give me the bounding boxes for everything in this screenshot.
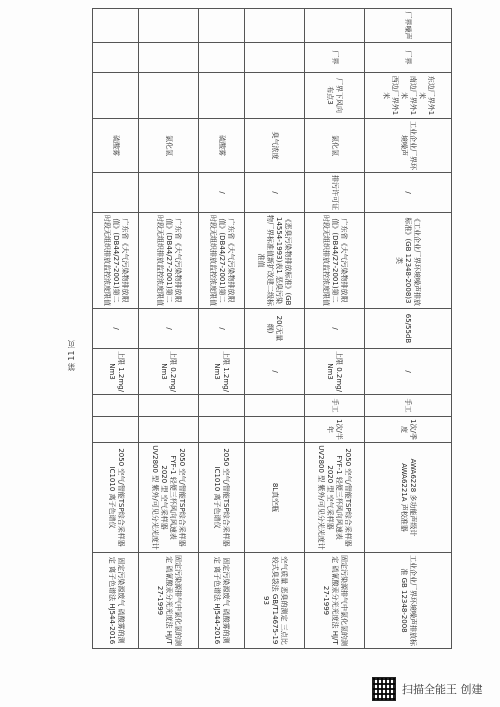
- table-cell-c3: 厂界下风向布点3: [304, 73, 364, 119]
- table-cell-c8: 上限 1.2mg/Nm3: [93, 349, 139, 395]
- watermark-text: 扫描全能王 创建: [402, 683, 483, 696]
- table-cell-c11: 2050 空气/智能TSP综合采样器 FYF-1 轻便三杯风向风速表 2020 型 空气采样器 UV2800 型 紫外/可见分光光度计: [139, 443, 199, 553]
- table-cell-c10: [198, 417, 244, 443]
- table-cell-c7: 65/55dB: [364, 309, 451, 349]
- table-cell-c9: [244, 395, 304, 417]
- table-cell-c10: [244, 417, 304, 443]
- rotated-table-wrapper: [92, 8, 452, 648]
- table-cell-c1: [244, 9, 304, 43]
- table-cell-c6: 广东省《大气污染物排放限值》(DB44/27-2001)第二时段无组织排放监控浓度限值: [139, 213, 199, 309]
- table-cell-c6: 广东省《大气污染物排放限值》(DB44/27-2001)第二时段无组织排放监控浓度限值: [93, 213, 139, 309]
- table-cell-c9: [198, 395, 244, 417]
- table-cell-c12: 工业企业厂界环境噪声排放标准 GB 12348-2008: [364, 553, 451, 649]
- table-cell-c2: 厂界: [304, 43, 364, 73]
- table-row: [139, 9, 199, 649]
- table-cell-c6: 《恶臭污染物排放标准》(GB 14554-1993)表1 恶臭污染物厂界标准值新扩改建二级标准值: [244, 213, 304, 309]
- table-cell-c5: [93, 173, 139, 213]
- table-cell-c10: [139, 417, 199, 443]
- table-row: [304, 9, 364, 649]
- table-cell-c9: 手工: [304, 395, 364, 417]
- table-cell-c7: /: [139, 309, 199, 349]
- table-cell-c5: /: [244, 173, 304, 213]
- table-cell-c4: 氯化氢: [304, 119, 364, 173]
- qr-code-icon: [372, 677, 396, 701]
- table-body: [93, 9, 452, 649]
- monitoring-table: [92, 8, 452, 649]
- table-row: [364, 9, 451, 649]
- table-cell-c9: [139, 395, 199, 417]
- table-cell-c10: 1次/半年: [304, 417, 364, 443]
- table-cell-c1: [139, 9, 199, 43]
- table-cell-c7: /: [198, 309, 244, 349]
- table-cell-c1: [198, 9, 244, 43]
- table-cell-c3: [244, 73, 304, 119]
- table-cell-c4: 氯化氢: [139, 119, 199, 173]
- table-cell-c6: 《工业企业厂界环境噪声排放标准》(GB 12348-2008)3类: [364, 213, 451, 309]
- page-number: 第 11 页: [67, 340, 76, 372]
- table-cell-c12: 固定污染源排气中氯化氢的测定 硫氰酸汞分光光度法 HJ/T 27-1999: [139, 553, 199, 649]
- table-cell-c12: 固定污染源废气 硫酸雾的测定 离子色谱法 HJ544-2016: [198, 553, 244, 649]
- table-cell-c11: 8L真空瓶: [244, 443, 304, 553]
- table-cell-c7: /: [304, 309, 364, 349]
- table-cell-c3: [93, 73, 139, 119]
- table-cell-c9: 手工: [364, 395, 451, 417]
- table-cell-c10: [93, 417, 139, 443]
- table-cell-c1: 厂界噪声: [364, 9, 451, 43]
- table-cell-c1: [304, 9, 364, 43]
- table-cell-c7: /: [93, 309, 139, 349]
- table-cell-c11: 2050 空气/智能TSP综合采样器 FYF-1 轻便三杯风向风速表 2020 型 空气采样器 UV2800 型 紫外/可见分光光度计: [304, 443, 364, 553]
- table-cell-c3: [198, 73, 244, 119]
- table-cell-c11: 2050 空气/智能TSP综合采样器 IC1010 离子色谱仪: [198, 443, 244, 553]
- table-cell-c12: 固定污染源废气 硫酸雾的测定 离子色谱法 HJ544-2016: [93, 553, 139, 649]
- table-cell-c5: [139, 173, 199, 213]
- table-cell-c11: 2050 空气/智能TSP综合采样器 IC1010 离子色谱仪: [93, 443, 139, 553]
- table-cell-c4: 硫酸雾: [198, 119, 244, 173]
- table-cell-c10: 1次/季度: [364, 417, 451, 443]
- table-cell-c2: [139, 43, 199, 73]
- table-cell-c1: [93, 9, 139, 43]
- table-cell-c8: 上限 0.2mg/Nm3: [139, 349, 199, 395]
- table-cell-c6: 广东省《大气污染物排放限值》(DB44/27-2001)第二时段无组织排放监控浓度限值: [304, 213, 364, 309]
- table-cell-c2: [198, 43, 244, 73]
- table-cell-c5: /: [364, 173, 451, 213]
- table-cell-c3: [139, 73, 199, 119]
- table-cell-c2: [93, 43, 139, 73]
- table-cell-c8: /: [364, 349, 451, 395]
- table-cell-c6: 广东省《大气污染物排放限值》(DB44/27-2001)第二时段无组织排放监控浓度限值: [198, 213, 244, 309]
- table-cell-c12: 空气质量 恶臭的测定 三点比较式臭袋法 GB/T14675-1993: [244, 553, 304, 649]
- table-cell-c8: 上限 0.2mg/Nm3: [304, 349, 364, 395]
- table-cell-c11: AWA6228 多功能声级计 AWA6221A 声校准器: [364, 443, 451, 553]
- table-cell-c4: 硫酸雾: [93, 119, 139, 173]
- table-cell-c4: 臭气浓度: [244, 119, 304, 173]
- table-cell-c4: 工业企业厂界环境噪声: [364, 119, 451, 173]
- table-row: [93, 9, 139, 649]
- table-cell-c2: [244, 43, 304, 73]
- table-cell-c5: 排污许可证: [304, 173, 364, 213]
- table-cell-c5: /: [198, 173, 244, 213]
- table-cell-c2: 厂界: [364, 43, 451, 73]
- table-cell-c8: /: [244, 349, 304, 395]
- scanner-watermark: [372, 676, 498, 702]
- table-row: [198, 9, 244, 649]
- table-cell-c9: [93, 395, 139, 417]
- table-cell-c12: 固定污染源排气中氯化氢的测定 硫氰酸汞分光光度法 HJ/T 27-1999: [304, 553, 364, 649]
- table-cell-c7: 20(无量纲): [244, 309, 304, 349]
- table-cell-c3: 东边厂界外1米 南边厂界外1米 西边厂界外1米: [364, 73, 451, 119]
- table-row: [244, 9, 304, 649]
- table-cell-c8: 上限 1.2mg/Nm3: [198, 349, 244, 395]
